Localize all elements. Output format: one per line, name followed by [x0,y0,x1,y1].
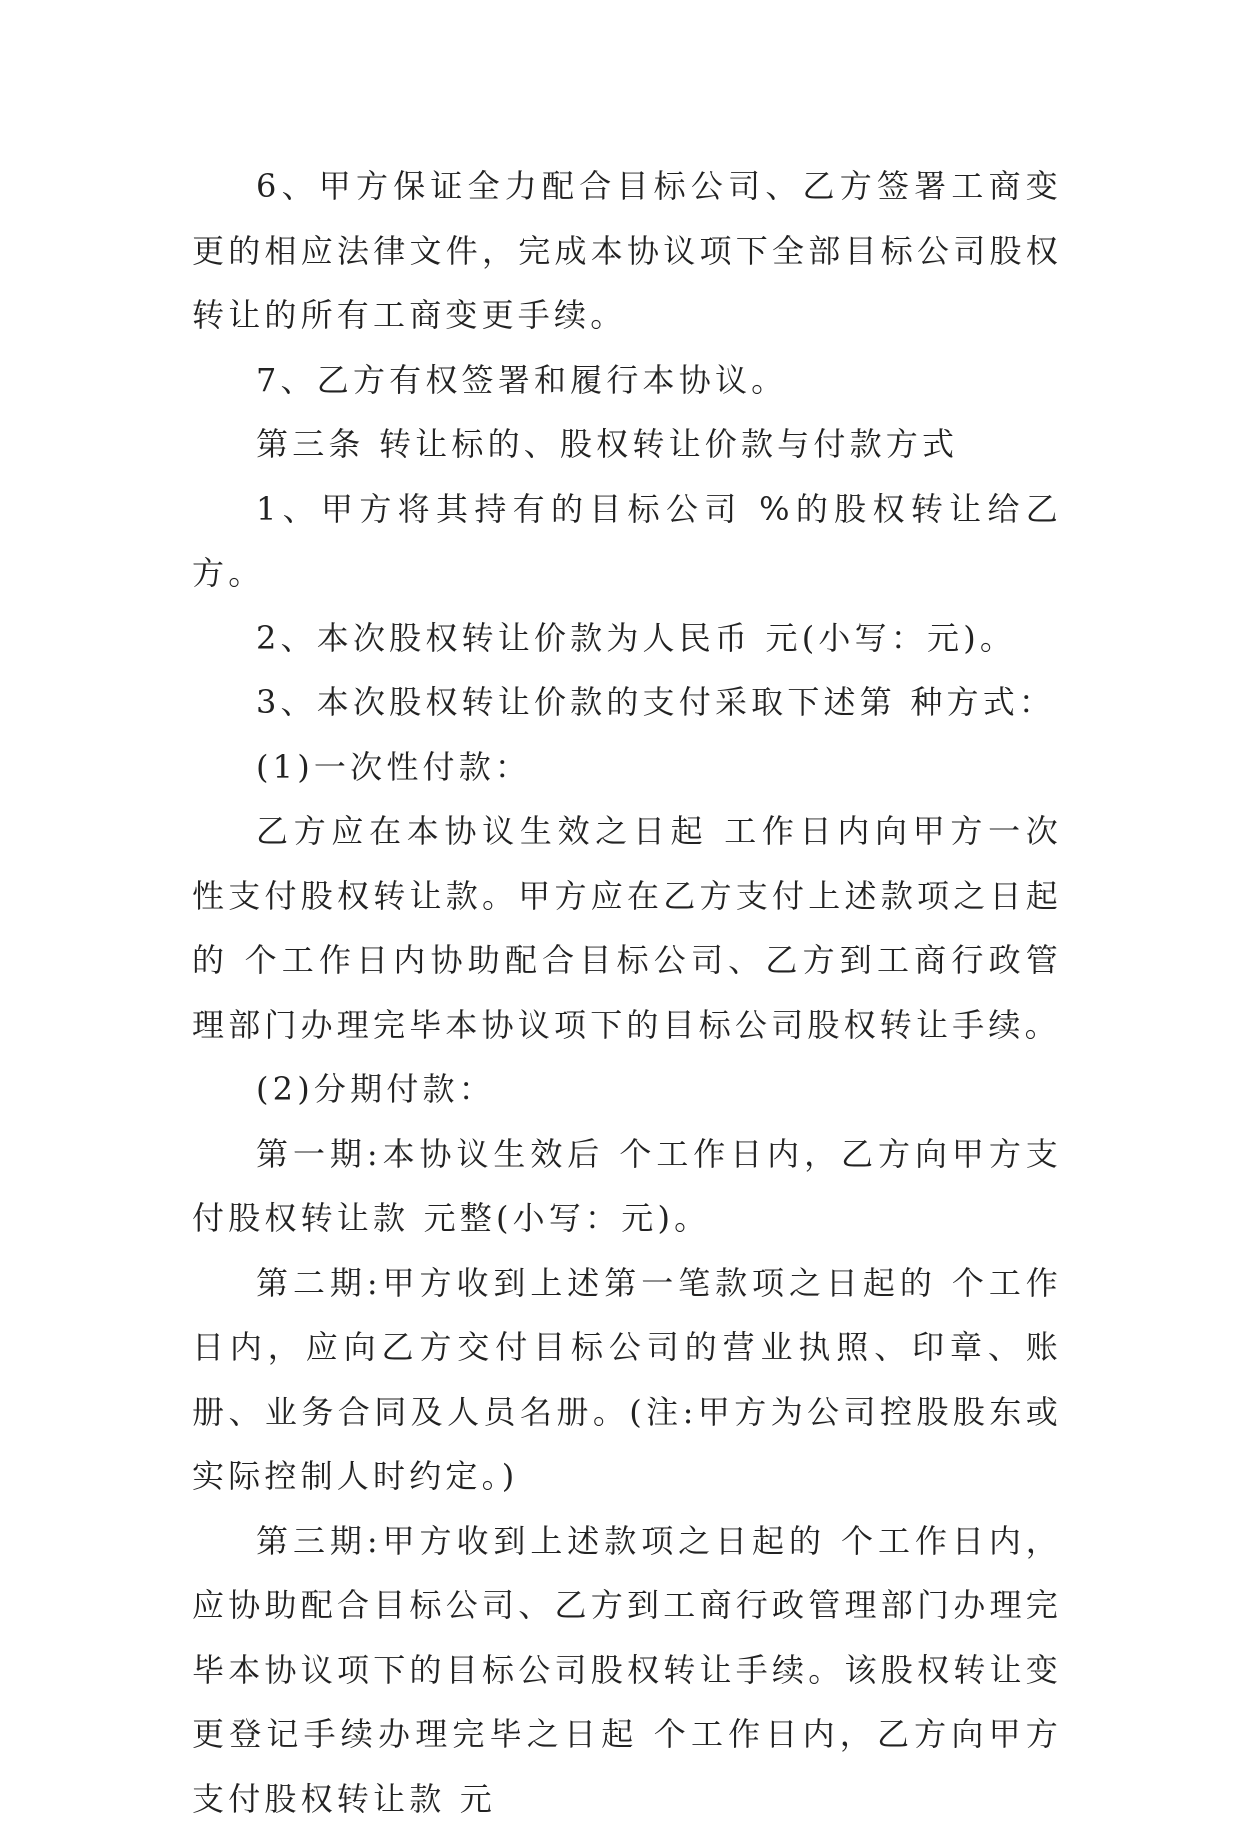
paragraph-clause-7: 7、乙方有权签署和履行本协议。 [192,348,1062,413]
paragraph-installment-1: 第一期:本协议生效后 个工作日内，乙方向甲方支付股权转让款 元整(小写：元)。 [192,1122,1062,1251]
section-heading-article-3: 第三条 转让标的、股权转让价款与付款方式 [192,412,1062,477]
paragraph-item-2: 2、本次股权转让价款为人民币 元(小写：元)。 [192,606,1062,671]
paragraph-lump-sum-body: 乙方应在本协议生效之日起 工作日内向甲方一次性支付股权转让款。甲方应在乙方支付上述款项之日起的 个工作日内协助配合目标公司、乙方到工商行政管理部门办理完毕本协议项下的目标公司股权转让手续。 [192,799,1062,1057]
paragraph-item-3: 3、本次股权转让价款的支付采取下述第 种方式： [192,670,1062,735]
paragraph-installment-2: 第二期:甲方收到上述第一笔款项之日起的 个工作日内，应向乙方交付目标公司的营业执照、印章、账册、业务合同及人员名册。(注:甲方为公司控股股东或实际控制人时约定。) [192,1251,1062,1509]
paragraph-lump-sum-heading: (1)一次性付款： [192,735,1062,800]
paragraph-item-1: 1、甲方将其持有的目标公司 %的股权转让给乙方。 [192,477,1062,606]
paragraph-clause-6: 6、甲方保证全力配合目标公司、乙方签署工商变更的相应法律文件，完成本协议项下全部目标公司股权转让的所有工商变更手续。 [192,154,1062,348]
document-body [192,154,1062,1831]
paragraph-installment-heading: (2)分期付款： [192,1057,1062,1122]
paragraph-installment-3: 第三期:甲方收到上述款项之日起的 个工作日内，应协助配合目标公司、乙方到工商行政管理部门办理完毕本协议项下的目标公司股权转让手续。该股权转让变更登记手续办理完毕之日起 个工作日内，乙方向甲方支付股权转让款 元 [192,1509,1062,1831]
